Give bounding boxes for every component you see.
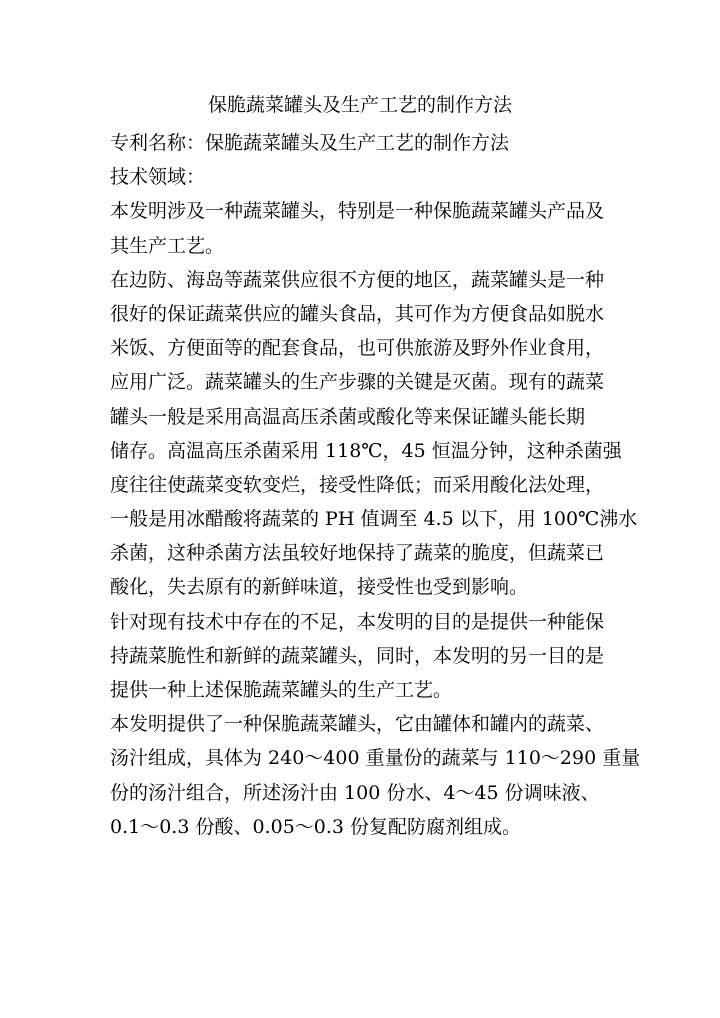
text-line: 酸化，失去原有的新鲜味道，接受性也受到影响。 [110, 576, 529, 599]
text-line: 米饭、方便面等的配套食品，也可供旅游及野外作业食用， [110, 337, 605, 360]
text-line: 提供一种上述保脆蔬菜罐头的生产工艺。 [110, 679, 453, 701]
text-line: 杀菌，这种杀菌方法虽较好地保持了蔬菜的脆度，但蔬菜已 [110, 542, 605, 565]
text-line: 罐头一般是采用高温高压杀菌或酸化等来保证罐头能长期 [110, 405, 586, 428]
text-line-patent-name: 专利名称：保脆蔬菜罐头及生产工艺的制作方法 [110, 132, 510, 154]
text-line: 一般是用冰醋酸将蔬菜的 PH 值调至 4.5 以下，用 100℃沸水 [110, 508, 638, 531]
text-line: 在边防、海岛等蔬菜供应很不方便的地区，蔬菜罐头是一种 [110, 268, 605, 291]
text-line-technical-field: 技术领域： [110, 166, 206, 189]
text-line: 本发明提供了一种保脆蔬菜罐头，它由罐体和罐内的蔬菜、 [110, 713, 605, 736]
text-line: 0.1～0.3 份酸、0.05～0.3 份复配防腐剂组成。 [110, 815, 522, 838]
text-line: 针对现有技术中存在的不足，本发明的目的是提供一种能保 [110, 610, 605, 633]
text-line: 应用广泛。蔬菜罐头的生产步骤的关键是灭菌。现有的蔬菜 [110, 371, 605, 394]
text-line: 汤汁组成，具体为 240～400 重量份的蔬菜与 110～290 重量 [110, 747, 641, 770]
text-line: 份的汤汁组合，所述汤汁由 100 份水、4～45 份调味液、 [110, 781, 600, 804]
text-line: 本发明涉及一种蔬菜罐头，特别是一种保脆蔬菜罐头产品及 [110, 200, 605, 223]
text-line: 持蔬菜脆性和新鲜的蔬菜罐头，同时，本发明的另一目的是 [110, 644, 605, 667]
text-line: 其生产工艺。 [110, 234, 225, 257]
text-line: 度往往使蔬菜变软变烂，接受性降低；而采用酸化法处理， [110, 473, 605, 496]
document-title: 保脆蔬菜罐头及生产工艺的制作方法 [207, 94, 512, 116]
document-body [110, 126, 641, 844]
text-line: 储存。高温高压杀菌采用 118℃，45 恒温分钟，这种杀菌强 [110, 439, 622, 462]
text-line: 很好的保证蔬菜供应的罐头食品，其可作为方便食品如脱水 [110, 302, 605, 325]
